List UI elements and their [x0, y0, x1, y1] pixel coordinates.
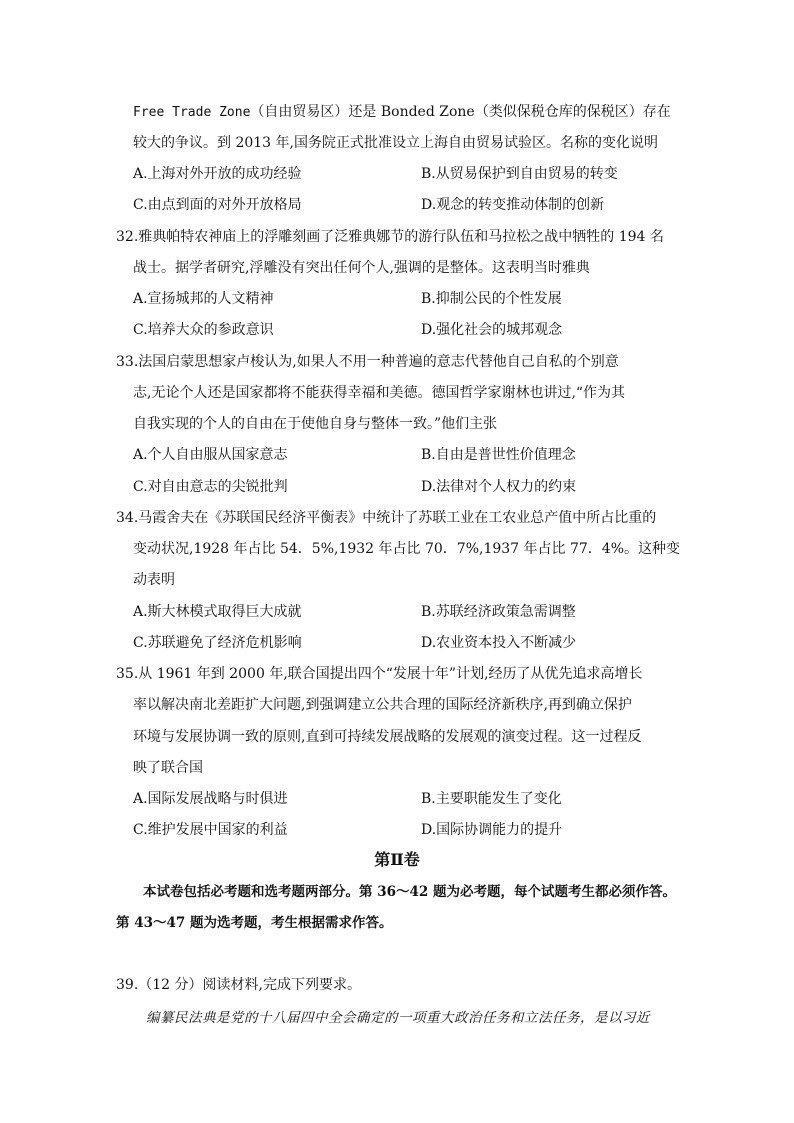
section-2-note-line-1: 本试卷包括必考题和选考题两部分。第 36～42 题为必考题，每个试题考生都必须作答。 — [143, 884, 676, 900]
q33-stem-line-3: 自我实现的个人的自由在于使他自身与整体一致。”他们主张 — [133, 416, 498, 432]
q33-stem-line-2: 志,无论个人还是国家都将不能获得幸福和美德。德国哲学家谢林也讲过,“作为其 — [133, 385, 626, 401]
q33-option-b: B.自由是普世性价值理念 — [421, 447, 576, 463]
q31-option-b: B.从贸易保护到自由贸易的转变 — [421, 166, 618, 182]
q32-stem-line-1: 32.雅典帕特农神庙上的浮雕刻画了泛雅典娜节的游行队伍和马拉松之战中牺牲的 194 名 — [116, 229, 664, 245]
q39-heading: 39.（12 分）阅读材料,完成下列要求。 — [116, 977, 361, 993]
q32-option-d: D.强化社会的城邦观念 — [421, 322, 563, 338]
q31-option-d: D.观念的转变推动体制的创新 — [421, 197, 605, 213]
q34-option-d: D.农业资本投入不断减少 — [421, 635, 577, 651]
q33-option-c: C.对自由意志的尖锐批判 — [133, 479, 288, 495]
q34-stem-line-3: 动表明 — [133, 572, 175, 588]
q33-option-a: A.个人自由服从国家意志 — [133, 447, 288, 463]
q34-stem-line-1: 34.马霞舍夫在《苏联国民经济平衡表》中统计了苏联工业在工农业总产值中所占比重的 — [116, 510, 657, 526]
q31-stem-line-1 — [133, 102, 671, 123]
q39-material-line-1: 编纂民法典是党的十八届四中全会确定的一项重大政治任务和立法任务，是以习近 — [146, 1010, 650, 1026]
q32-option-c: C.培养大众的参政意识 — [133, 322, 274, 338]
q32-option-a: A.宣扬城邦的人文精神 — [133, 291, 274, 307]
q35-option-b: B.主要职能发生了变化 — [421, 791, 562, 807]
q32-option-b: B.抑制公民的个性发展 — [421, 291, 562, 307]
q35-stem-line-3: 环境与发展协调一致的原则,直到可持续发展战略的发展观的演变过程。这一过程反 — [133, 729, 642, 745]
q35-stem-line-2: 率以解决南北差距扩大问题,到强调建立公共合理的国际经济新秩序,再到确立保护 — [133, 697, 632, 713]
q31-stem-line-1-rest: （自由贸易区）还是 Bonded Zone（类似保税仓库的保税区）存在 — [250, 104, 671, 120]
q33-stem-line-1: 33.法国启蒙思想家卢梭认为,如果人不用一种普遍的意志代替他自己自私的个别意 — [116, 354, 619, 370]
section-2-note-line-2: 第 43～47 题为选考题，考生根据需求作答。 — [116, 915, 393, 931]
q31-option-a: A.上海对外开放的成功经验 — [133, 166, 302, 182]
q32-stem-line-2: 战士。据学者研究,浮雕没有突出任何个人,强调的是整体。这表明当时雅典 — [133, 260, 590, 276]
q31-option-c: C.由点到面的对外开放格局 — [133, 197, 302, 213]
q34-option-c: C.苏联避免了经济危机影响 — [133, 635, 302, 651]
q34-option-b: B.苏联经济政策急需调整 — [421, 604, 576, 620]
q34-stem-line-2: 变动状况,1928 年占比 54．5%,1932 年占比 70．7%,1937 年占比 77．4%。这种变 — [133, 541, 681, 557]
q33-option-d: D.法律对个人权力的约束 — [421, 479, 577, 495]
q35-option-d: D.国际协调能力的提升 — [421, 822, 563, 838]
q35-stem-line-4: 映了联合国 — [133, 760, 203, 776]
q31-free-trade-zone-term: Free Trade Zone — [133, 105, 251, 120]
q35-stem-line-1: 35.从 1961 年到 2000 年,联合国提出四个“发展十年”计划,经历了从优先追求高增长 — [116, 666, 643, 682]
q34-option-a: A.斯大林模式取得巨大成就 — [133, 604, 302, 620]
q31-stem-line-2: 较大的争议。到 2013 年,国务院正式批准设立上海自由贸易试验区。名称的变化说明 — [133, 135, 658, 151]
section-2-title: 第Ⅱ卷 — [374, 850, 420, 869]
q35-option-a: A.国际发展战略与时俱进 — [133, 791, 288, 807]
q35-option-c: C.维护发展中国家的利益 — [133, 822, 288, 838]
